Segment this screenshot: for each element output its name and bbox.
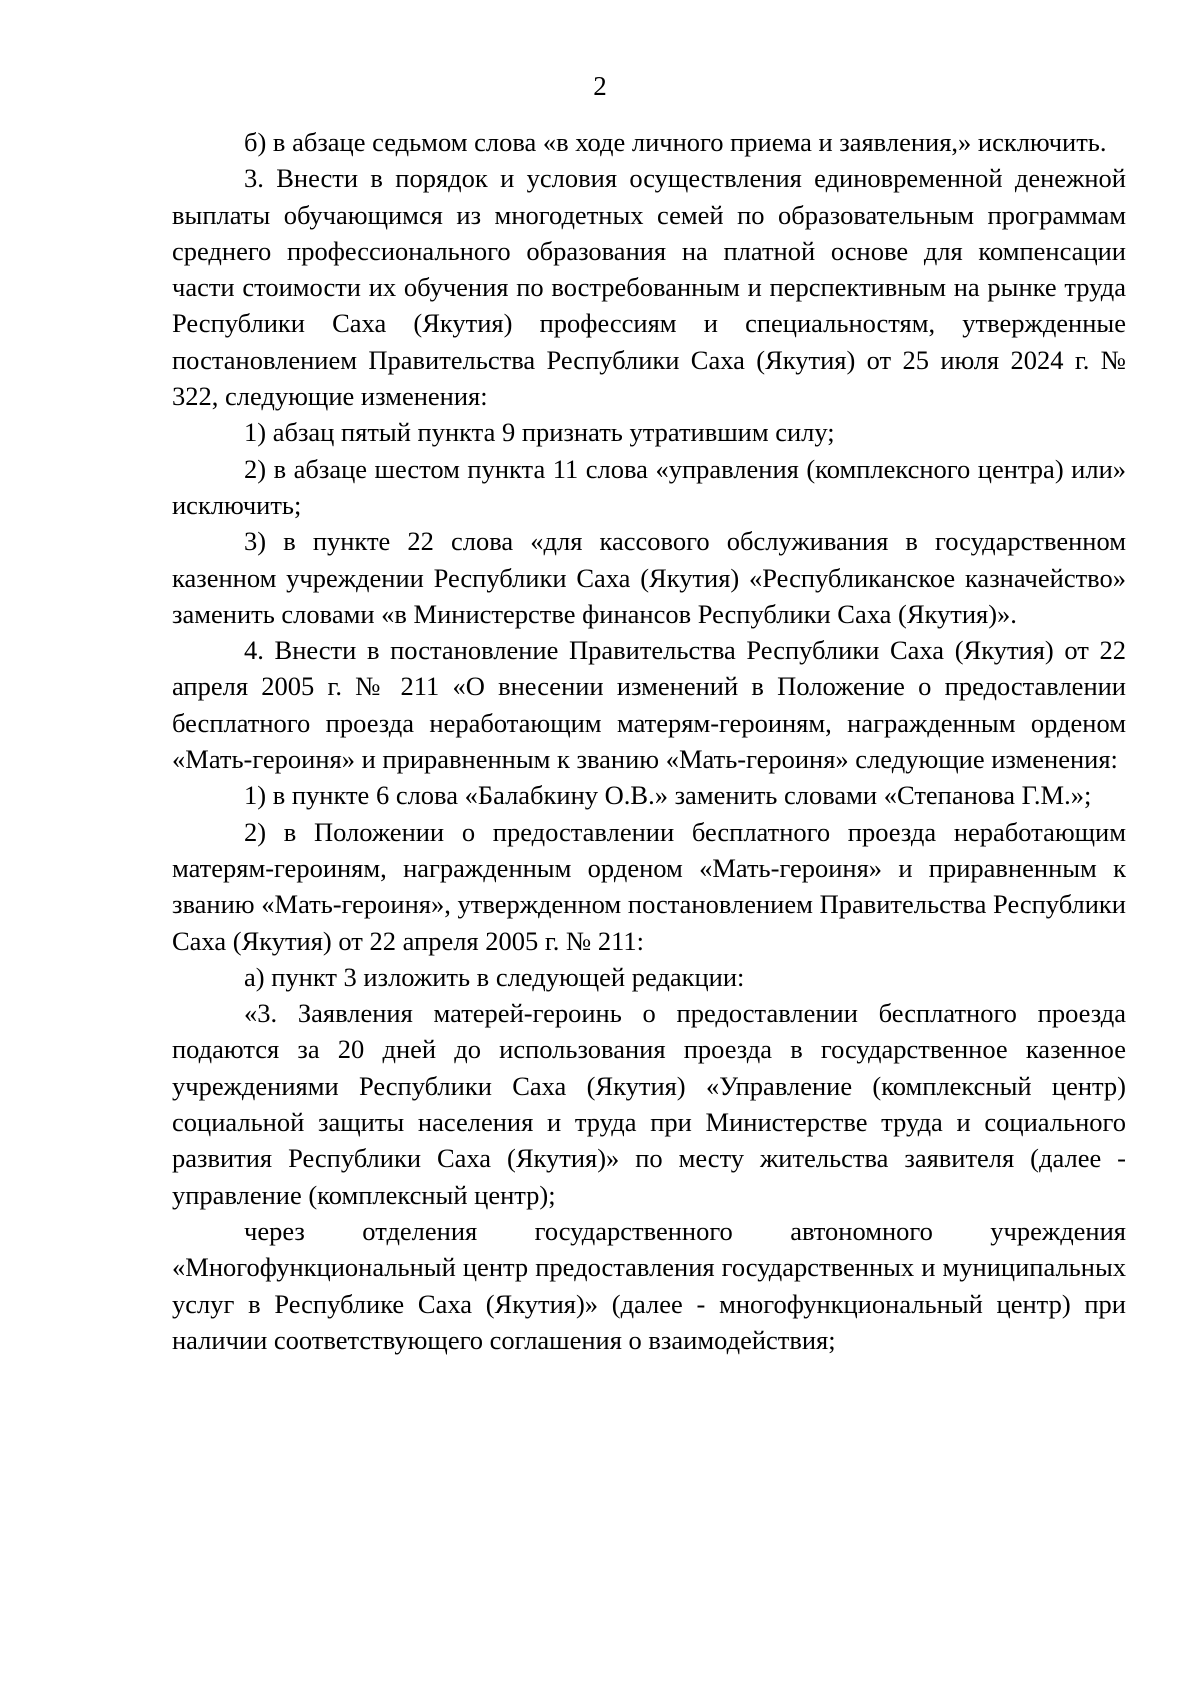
paragraph-3-item-2: 2) в абзаце шестом пункта 11 слова «управления (комплексного центра) или» исключить;	[172, 453, 1126, 520]
page-number: 2	[593, 71, 607, 101]
paragraph-4-item-1: 1) в пункте 6 слова «Балабкину О.В.» заменить словами «Степанова Г.М.»;	[244, 780, 1092, 811]
paragraph-4-item-2a: а) пункт 3 изложить в следующей редакции:	[244, 961, 745, 992]
paragraph-3-item-1: 1) абзац пятый пункта 9 признать утратившим силу;	[244, 417, 835, 448]
paragraph-through-mfc: через отделения государственного автономного учреждения «Многофункциональный центр предоставления государственных и муниципальных услуг в Республике Саха (Якутия)» (далее - многофункциональный центр) при наличии соответствующего соглашения о взаимодействия;	[172, 1215, 1126, 1355]
paragraph-3-intro: 3. Внести в порядок и условия осуществления единовременной денежной выплаты обучающимся из многодетных семей по образовательным программам среднего профессионального образования на платной основе для компенсации части стоимости их обучения по востребованным и перспективным на рынке труда Республики Саха (Якутия) профессиям и специальностям, утвержденные постановлением Правительства Республики Саха (Якутия) от 25 июля 2024 г. № 322, следующие изменения:	[172, 163, 1126, 412]
paragraph-1b-abzac-sedmoy: б) в абзаце седьмом слова «в ходе личного приема и заявления,» исключить.	[244, 127, 1107, 157]
paragraph-4-intro: 4. Внести в постановление Правительства Республики Саха (Якутия) от 22 апреля 2005 г. № 211 «О внесении изменений в Положение о предоставлении бесплатного проезда неработающим матерям-героиням, награжденным орденом «Мать-героиня» и приравненным к званию «Мать-героиня» следующие изменения:	[172, 635, 1126, 775]
paragraph-3-item-3: 3) в пункте 22 слова «для кассового обслуживания в государственном казенном учреждении Республики Саха (Якутия) «Республиканское казначейство» заменить словами «в Министерстве финансов Республики Саха (Якутия)».	[172, 526, 1126, 629]
document-body	[172, 124, 1126, 1358]
paragraph-quoted-point-3: «3. Заявления матерей-героинь о предоставлении бесплатного проезда подаются за 20 дней до использования проезда в государственное казенное учреждениями Республики Саха (Якутия) «Управление (комплексный центр) социальной защиты населения и труда при Министерстве труда и социального развития Республики Саха (Якутия)» по месту жительства заявителя (далее - управление (комплексный центр);	[172, 998, 1126, 1210]
paragraph-4-item-2: 2) в Положении о предоставлении бесплатного проезда неработающим матерям-героиням, награжденным орденом «Мать-героиня» и приравненным к званию «Мать-героиня», утвержденном постановлением Правительства Республики Саха (Якутия) от 22 апреля 2005 г. № 211:	[172, 816, 1126, 956]
